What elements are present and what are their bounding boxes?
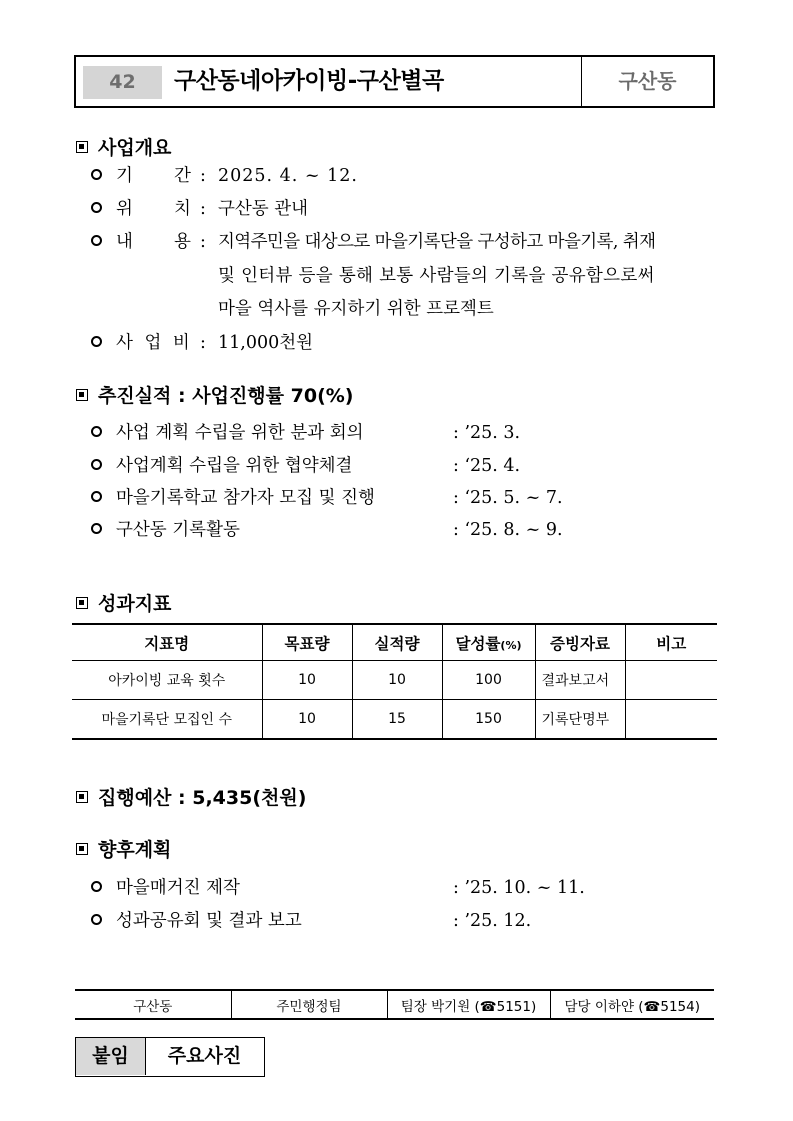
page-header [74,55,715,108]
circle-bullet-icon [91,459,102,470]
circle-bullet-icon [91,235,102,246]
attachment-title: 주요사진 [167,1045,242,1067]
attachment-box [75,1037,265,1077]
column-header: 증빙자료 [535,624,625,661]
column-header: 비고 [625,624,717,661]
overview-heading: 사업개요 [76,133,171,160]
plan-item: 마을매거진 제작 : ’25. 10. ~ 11. [91,877,711,899]
circle-bullet-icon [91,914,102,925]
department-label: 구산동 [618,69,677,93]
column-header: 목표량 [262,624,352,661]
location-value: 구산동 관내 [218,199,309,219]
period-label: 기 [116,166,133,186]
column-header: 달성률(%) [442,624,535,661]
square-bullet-icon [76,141,88,153]
square-bullet-icon [76,843,88,855]
page-title: 구산동네아카이빙-구산별곡 [174,68,444,94]
contact-dept: 구산동 [75,990,231,1019]
table-header-row [72,624,717,661]
circle-bullet-icon [91,491,102,502]
plan-item: 성과공유회 및 결과 보고 : ’25. 12. [91,910,711,932]
circle-bullet-icon [91,523,102,534]
table-row [75,990,714,1019]
circle-bullet-icon [91,336,102,347]
progress-heading: 추진실적 : 사업진행률 70(%) [76,381,353,408]
content-line-1: 지역주민을 대상으로 마을기록단을 구성하고 마을기록, 취재 [218,232,656,252]
budget-row: 사 업 비 : 11,000천원 [91,332,731,354]
circle-bullet-icon [91,202,102,213]
circle-bullet-icon [91,426,102,437]
square-bullet-icon [76,389,88,401]
content-line-3: 마을 역사를 유지하기 위한 프로젝트 [218,299,494,319]
circle-bullet-icon [91,881,102,892]
circle-bullet-icon [91,169,102,180]
attachment-label: 붙임 [76,1038,146,1075]
contact-team: 주민행정팀 [231,990,387,1019]
table-row: 아카이빙 교육 횟수 10 10 100 결과보고서 [72,661,717,700]
contact-staff: 담당 이하얀 (☎5154) [550,990,714,1019]
kpi-table [72,623,717,740]
content-row: 내 용 : 지역주민을 대상으로 마을기록단을 구성하고 마을기록, 취재 [91,231,731,253]
location-row: 위 치 : 구산동 관내 [91,198,731,220]
progress-item: 마을기록학교 참가자 모집 및 진행 : ‘25. 5. ~ 7. [91,487,711,509]
budget-heading: 집행예산 : 5,435(천원) [76,783,306,810]
column-header: 실적량 [352,624,442,661]
progress-item: 구산동 기록활동 : ‘25. 8. ~ 9. [91,519,711,541]
item-number: 42 [83,66,162,99]
progress-item: 사업계획 수립을 위한 협약체결 : ‘25. 4. [91,455,711,477]
square-bullet-icon [76,597,88,609]
period-row: 기 간 : 2025. 4. ~ 12. [91,165,731,187]
kpi-heading: 성과지표 [76,589,171,616]
column-header: 지표명 [72,624,262,661]
contact-leader: 팀장 박기원 (☎5151) [387,990,550,1019]
square-bullet-icon [76,791,88,803]
period-value: 2025. 4. ~ 12. [218,166,358,186]
plan-heading: 향후계획 [76,835,171,862]
content-line-2: 및 인터뷰 등을 통해 보통 사람들의 기록을 공유함으로써 [218,266,655,286]
progress-item: 사업 계획 수립을 위한 분과 회의 : ’25. 3. [91,422,711,444]
table-row: 마을기록단 모집인 수 10 15 150 기록단명부 [72,700,717,740]
budget-value: 11,000천원 [218,333,314,353]
contact-table [75,989,714,1020]
